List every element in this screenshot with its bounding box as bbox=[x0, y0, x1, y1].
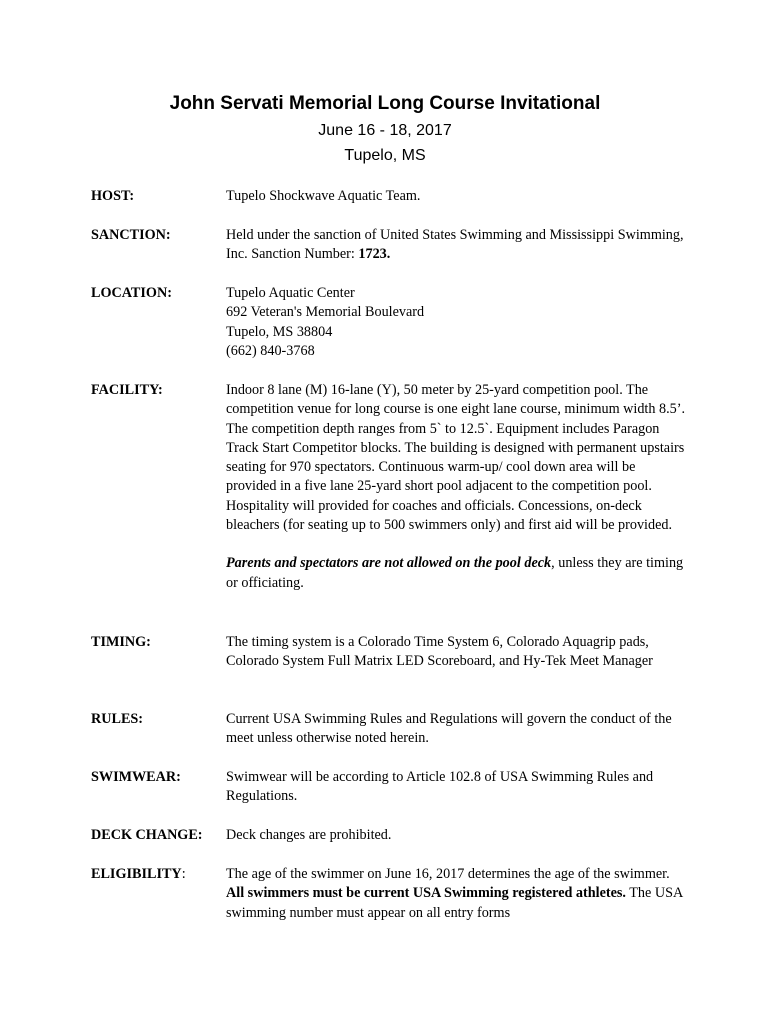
rules-label: RULES: bbox=[91, 711, 144, 727]
sanction-label: SANCTION: bbox=[91, 227, 171, 243]
swimwear-text: Swimwear will be according to Article 102.8 of USA Swimming Rules and Regulations. bbox=[226, 769, 654, 805]
host-text: Tupelo Shockwave Aquatic Team. bbox=[226, 188, 421, 204]
eligibility-content bbox=[226, 865, 686, 923]
swimwear-label: SWIMWEAR: bbox=[91, 769, 181, 785]
host-content bbox=[226, 187, 686, 206]
deck-change-content bbox=[226, 826, 686, 845]
location-content bbox=[226, 284, 686, 361]
facility-text: Indoor 8 lane (M) 16-lane (Y), 50 meter by 25-yard competition pool. The competition venue for long course is one eight lane course, minimum width 8.5’. The competition depth ranges from 5` to 12.5`. Equipment includes Paragon Track Start Competitor blocks. The building is designed with permanent upstairs seating for 970 spectators. Continuous warm-up/ cool down area will be provided in a five lane 25-yard short pool adjacent to the competition pool. Hospitality will provided for coaches and officials. Concessions, on-deck bleachers (for seating up to 500 swimmers only) and first aid will be provided. bbox=[226, 382, 686, 534]
location-city: Tupelo, MS 38804 bbox=[226, 323, 333, 340]
facility-content bbox=[226, 381, 686, 593]
host-label: HOST: bbox=[91, 188, 135, 204]
eligibility-label-colon: : bbox=[181, 866, 186, 882]
facility-notice bbox=[226, 554, 686, 593]
deck-change-label: DECK CHANGE: bbox=[91, 827, 203, 843]
location-phone: (662) 840-3768 bbox=[226, 342, 315, 359]
location-name: Tupelo Aquatic Center bbox=[226, 285, 355, 301]
eligibility-paragraph bbox=[226, 865, 686, 923]
deck-change-text: Deck changes are prohibited. bbox=[226, 827, 392, 843]
location-label: LOCATION: bbox=[91, 285, 172, 301]
facility-label: FACILITY: bbox=[91, 382, 163, 398]
facility-notice-rest: , unless they are timing or officiating. bbox=[226, 555, 684, 591]
sanction-text: Held under the sanction of United States Swimming and Mississippi Swimming, Inc. Sanction Number: bbox=[226, 227, 684, 263]
meet-dates: June 16 - 18, 2017 bbox=[318, 122, 452, 139]
eligibility-text-start: The age of the swimmer on June 16, 2017 determines the age of the swimmer. bbox=[226, 866, 670, 882]
eligibility-label bbox=[91, 865, 226, 884]
sanction-number: 1723. bbox=[358, 246, 391, 263]
timing-text: The timing system is a Colorado Time System 6, Colorado Aquagrip pads, Colorado System Full Matrix LED Scoreboard, and Hy-Tek Meet Manager bbox=[226, 634, 653, 670]
eligibility-bold: All swimmers must be current USA Swimming registered athletes. bbox=[226, 885, 626, 902]
facility-notice-emphasis: Parents and spectators are not allowed on the pool deck bbox=[226, 555, 552, 572]
meet-title: John Servati Memorial Long Course Invitational bbox=[169, 93, 601, 114]
sanction-content bbox=[226, 226, 686, 265]
eligibility-label-text: ELIGIBILITY bbox=[91, 866, 182, 882]
eligibility-text-end: The USA swimming number must appear on all entry forms bbox=[226, 885, 683, 921]
rules-content bbox=[226, 710, 686, 749]
location-street: 692 Veteran's Memorial Boulevard bbox=[226, 304, 425, 321]
sanction-paragraph bbox=[226, 226, 686, 265]
timing-label: TIMING: bbox=[91, 634, 151, 650]
timing-content bbox=[226, 633, 686, 672]
meet-city: Tupelo, MS bbox=[344, 147, 426, 164]
swimwear-content bbox=[226, 768, 686, 807]
rules-text: Current USA Swimming Rules and Regulations will govern the conduct of the meet unless otherwise noted herein. bbox=[226, 711, 672, 747]
